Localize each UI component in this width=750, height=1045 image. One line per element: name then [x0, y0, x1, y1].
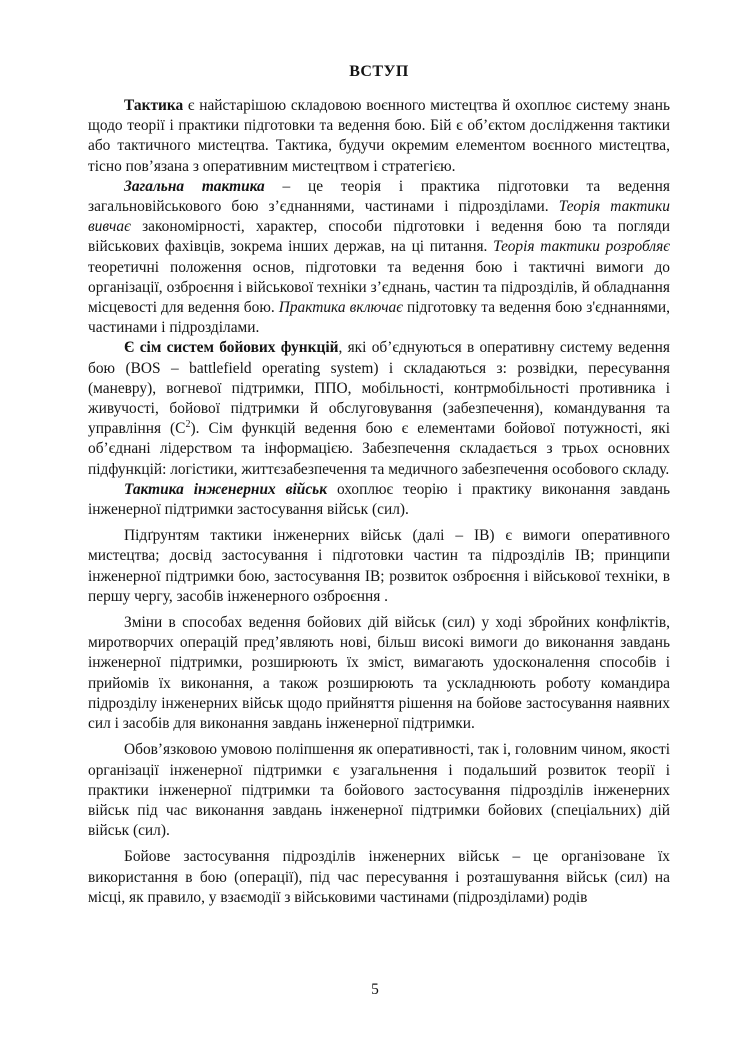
paragraph-engineer-tactics [88, 480, 670, 520]
paragraph-text: , які об’єднуються в оперативну систему ведення бою (BOS – battlefield operating system) і складаються з: розвідки, пересування (маневру), вогневої підтримки, ППО, мобільності, контрмобільності противника і живучості, бойової підтримки й обслуговування (забезпечення), командування та управління (C [88, 339, 670, 438]
paragraph-text: підготовку та ведення бою з'єднаннями, частинами і підрозділами. [88, 299, 671, 337]
document-page [88, 62, 670, 908]
term-engineer-tactics: Тактика інженерних військ [124, 480, 328, 498]
paragraph-text: охоплює теорію і практику виконання завдань інженерної підтримки застосування військ (сил). [88, 480, 671, 519]
paragraph-text: є найстарішою складовою воєнного мистецтва й охоплює систему знань щодо теорії і практики підготовки та ведення бою. Бій є об’єктом дослідження тактики або тактичного мистецтва. Тактика, будучи окремим елементом воєнного мистецтва, тісно пов’язана з оперативним мистецтвом і стратегією. [88, 97, 670, 175]
paragraph-tactics [88, 96, 670, 177]
term-general-tactics: Загальна тактика [124, 177, 265, 195]
superscript: 2 [185, 419, 191, 431]
paragraph-general-tactics [88, 177, 670, 339]
paragraph-foundation: Підґрунтям тактики інженерних військ (далі – ІВ) є вимоги оперативного мистецтва; досвід застосування і підготовки частин та підрозділів ІВ; принципи інженерної підтримки бою, застосування ІВ; розвиток озброєння і військової техніки, в першу чергу, засобів інженерного озброєння . [88, 527, 670, 605]
term-tactics: Тактика [124, 97, 184, 114]
page-number: 5 [371, 981, 379, 998]
paragraph-text: закономірності, характер, способи підготовки і ведення бою та погляди військових фахівців, зокрема інших держав, на ці питання. [88, 218, 670, 256]
italic-phrase: Теорія тактики розробляє [493, 238, 670, 256]
paragraph-condition: Обов’язковою умовою поліпшення як оперативності, так і, головним чином, якості організації інженерної підтримки є узагальнення і подальший розвиток теорії і практики інженерної підтримки та бойового застосування підрозділів інженерних військ під час виконання завдань інженерної підтримки бойових (спеціальних) дій військ (сил). [88, 741, 670, 840]
paragraph-text: теоретичні положення основ, підготовки та ведення бою і тактичні вимоги до організації, озброєння і військової техніки з’єднань, частин та підрозділів, й обладнання місцевості для ведення бою. [88, 258, 670, 317]
paragraph-changes: Зміни в способах ведення бойових дій військ (сил) у ході збройних конфліктів, миротворчих операцій пред’являють нові, більш високі вимоги до виконання завдань інженерної підтримки, розширюють їх зміст, вимагають удосконалення способів і прийомів їх виконання, а також розширюють та ускладнюють роботу командира підрозділу інженерних військ щодо прийняття рішення на бойове застосування наявних сил і засобів для виконання завдань інженерної підтримки. [88, 614, 670, 733]
section-heading: ВСТУП [349, 63, 409, 80]
paragraph-combat-use: Бойове застосування підрозділів інженерних військ – це організоване їх використання в бою (операції), під час пересування і розташування військ (сил) на місці, як правило, у взаємодії з військовими частинами (підрозділами) родів [88, 848, 670, 906]
paragraph-text: ). Сім функцій ведення бою є елементами бойової потужності, які об’єднані лідерством та інформацією. Забезпечення складається з трьох основних підфункцій: логістики, життєзабезпечення та медичного забезпечення особового складу. [88, 420, 670, 478]
paragraph-text: – це теорія і практика підготовки та ведення загальновійськового бою з’єднаннями, частинами і підрозділами. [88, 177, 670, 216]
term-combat-functions: Є сім систем бойових функцій [124, 339, 339, 357]
italic-phrase: Теорія тактики вивчає [88, 198, 670, 236]
paragraph-combat-functions [88, 338, 670, 479]
italic-phrase: Практика включає [278, 299, 403, 317]
